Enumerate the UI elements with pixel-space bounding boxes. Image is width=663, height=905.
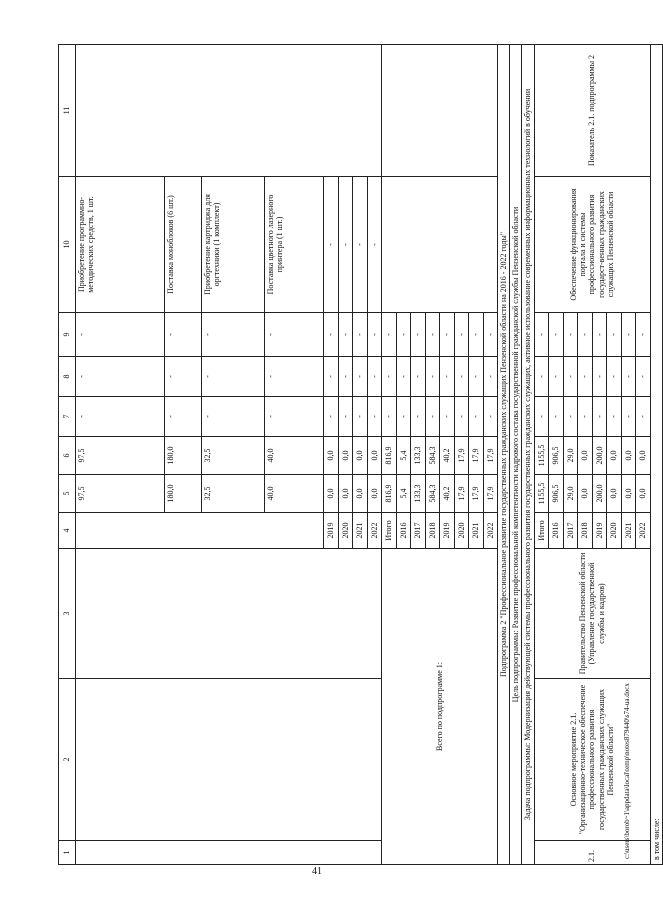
- value-cell: -: [353, 313, 368, 357]
- total-value-cell: 17,9: [469, 475, 484, 513]
- table-row: [510, 45, 522, 865]
- subprogram-goal: Цель подпрограммы: Развитие профессиональной компетентности кадрового состава государственной гражданской службы Пензенской области: [510, 45, 522, 865]
- value-cell: 17,9: [469, 437, 484, 475]
- total-value-cell: 29,0: [563, 475, 578, 513]
- year-cell: 2019: [324, 513, 339, 549]
- value-cell: -: [425, 313, 440, 357]
- value-cell: -: [469, 313, 484, 357]
- value-cell: 1155,5: [534, 437, 549, 475]
- value-cell: -: [382, 357, 397, 397]
- value-cell: -: [636, 313, 651, 357]
- value-cell: -: [440, 313, 455, 357]
- total-value-cell: 0,0: [578, 475, 593, 513]
- value-cell: -: [324, 397, 339, 437]
- value-cell: -: [425, 397, 440, 437]
- year-cell: 2022: [483, 513, 498, 549]
- value-cell: 97,5: [76, 437, 165, 475]
- value-cell: -: [592, 397, 607, 437]
- total-value-cell: 133,3: [411, 475, 426, 513]
- subprogram2-title: Подпрограмма 2 "Профессиональное развитие государственных гражданских служащих Пензенской области на 2016 - 2022 годы": [498, 45, 510, 865]
- value-cell: 40,0: [265, 437, 324, 475]
- value-cell: -: [534, 313, 549, 357]
- value-cell: -: [425, 357, 440, 397]
- event-name-cell: Основное мероприятие 2.1. "Организационно-техническое обеспечение профессионального развития государственных гражданских служащих Пензенской области": [534, 679, 650, 841]
- year-cell: 2018: [578, 513, 593, 549]
- value-cell: 0,0: [621, 437, 636, 475]
- value-cell: -: [563, 397, 578, 437]
- value-cell: -: [76, 313, 165, 357]
- value-cell: -: [367, 397, 382, 437]
- description-cell: -: [353, 177, 368, 313]
- value-cell: -: [454, 313, 469, 357]
- value-cell: -: [549, 313, 564, 357]
- value-cell: -: [367, 357, 382, 397]
- year-cell: 2020: [607, 513, 622, 549]
- value-cell: -: [578, 357, 593, 397]
- year-cell: 2020: [454, 513, 469, 549]
- value-cell: -: [396, 357, 411, 397]
- value-cell: -: [454, 397, 469, 437]
- value-cell: 133,3: [411, 437, 426, 475]
- value-cell: -: [578, 313, 593, 357]
- value-cell: -: [549, 397, 564, 437]
- year-cell: 2021: [469, 513, 484, 549]
- indicator-cell: [382, 45, 498, 177]
- year-cell: 2016: [549, 513, 564, 549]
- table-row: [522, 45, 534, 865]
- value-cell: 17,9: [454, 437, 469, 475]
- column-header: 5: [59, 475, 76, 513]
- total-value-cell: 0,0: [367, 475, 382, 513]
- year-cell: 2021: [353, 513, 368, 549]
- column-header: 10: [59, 177, 76, 313]
- year-cell: [76, 513, 324, 549]
- total-value-cell: 0,0: [324, 475, 339, 513]
- value-cell: -: [549, 357, 564, 397]
- description-cell: Обеспечение функционирования портала и системы профессионального развития государст-венных гражданских служащих Пензенской области: [534, 177, 650, 313]
- in-total-label: в том числе:: [650, 45, 662, 865]
- year-cell: 2019: [440, 513, 455, 549]
- description-cell: -: [324, 177, 339, 313]
- file-path-footer: c:\users\borob~1\appdata\local\temp\notes879440\s74-ua.docx: [623, 683, 631, 859]
- column-header: 2: [59, 679, 76, 841]
- value-cell: 17,9: [483, 437, 498, 475]
- total-value-cell: 32,5: [202, 475, 265, 513]
- year-cell: 2022: [636, 513, 651, 549]
- column-header: 9: [59, 313, 76, 357]
- year-cell: 2019: [592, 513, 607, 549]
- value-cell: 0,0: [338, 437, 353, 475]
- year-cell: 2017: [411, 513, 426, 549]
- year-cell: 2022: [367, 513, 382, 549]
- total-value-cell: 0,0: [607, 475, 622, 513]
- total-value-cell: 200,0: [592, 475, 607, 513]
- value-cell: -: [563, 357, 578, 397]
- year-cell: 2018: [425, 513, 440, 549]
- executor-cell: [76, 549, 382, 679]
- year-cell: 2020: [338, 513, 353, 549]
- description-cell: Приобретение картриджа для оргтехники (1 комплект): [202, 177, 265, 313]
- table-row: [59, 45, 76, 865]
- value-cell: -: [636, 397, 651, 437]
- value-cell: -: [165, 313, 202, 357]
- year-cell: 2021: [621, 513, 636, 549]
- value-cell: -: [534, 397, 549, 437]
- value-cell: 40,2: [440, 437, 455, 475]
- value-cell: 200,0: [592, 437, 607, 475]
- description-cell: -: [338, 177, 353, 313]
- value-cell: -: [338, 313, 353, 357]
- row-number-cell: 2.1.: [534, 841, 650, 865]
- description-cell: Поставка цветного лазерного принтера (1 шт.): [265, 177, 324, 313]
- value-cell: 0,0: [607, 437, 622, 475]
- value-cell: 180,0: [165, 437, 202, 475]
- value-cell: 906,5: [549, 437, 564, 475]
- column-header: 6: [59, 437, 76, 475]
- value-cell: 816,9: [382, 437, 397, 475]
- value-cell: -: [338, 357, 353, 397]
- value-cell: 0,0: [578, 437, 593, 475]
- value-cell: -: [607, 357, 622, 397]
- year-cell: Итого: [534, 513, 549, 549]
- page-number: 41: [312, 866, 322, 877]
- year-cell: 2017: [563, 513, 578, 549]
- value-cell: -: [202, 357, 265, 397]
- value-cell: -: [483, 397, 498, 437]
- value-cell: -: [592, 357, 607, 397]
- value-cell: 0,0: [367, 437, 382, 475]
- value-cell: -: [165, 397, 202, 437]
- total-value-cell: 17,9: [454, 475, 469, 513]
- total-value-cell: 40,2: [440, 475, 455, 513]
- value-cell: -: [76, 397, 165, 437]
- value-cell: -: [607, 313, 622, 357]
- value-cell: -: [440, 397, 455, 437]
- value-cell: -: [440, 357, 455, 397]
- description-cell: Приобретение программно-методических средств, 1 шт.: [76, 177, 165, 313]
- value-cell: -: [324, 313, 339, 357]
- value-cell: -: [382, 313, 397, 357]
- total-value-cell: 816,9: [382, 475, 397, 513]
- year-cell: 2016: [396, 513, 411, 549]
- value-cell: -: [396, 397, 411, 437]
- value-cell: -: [636, 357, 651, 397]
- total-value-cell: 1155,5: [534, 475, 549, 513]
- table-row: [498, 45, 510, 865]
- description-cell: Поставка моноблоков (6 шт.): [165, 177, 202, 313]
- value-cell: -: [76, 357, 165, 397]
- column-header: 1: [59, 841, 76, 865]
- value-cell: -: [165, 357, 202, 397]
- value-cell: 0,0: [353, 437, 368, 475]
- total-value-cell: 0,0: [338, 475, 353, 513]
- value-cell: 29,0: [563, 437, 578, 475]
- total-value-cell: 97,5: [76, 475, 165, 513]
- value-cell: -: [483, 313, 498, 357]
- value-cell: -: [411, 397, 426, 437]
- value-cell: -: [265, 313, 324, 357]
- total-value-cell: 5,4: [396, 475, 411, 513]
- year-cell: Итого: [382, 513, 397, 549]
- value-cell: 5,4: [396, 437, 411, 475]
- description-cell: [382, 177, 498, 313]
- row-number-cell: [76, 841, 382, 865]
- indicator-cell: [76, 45, 382, 177]
- value-cell: -: [534, 357, 549, 397]
- value-cell: -: [202, 313, 265, 357]
- value-cell: -: [367, 313, 382, 357]
- total-value-cell: 180,0: [165, 475, 202, 513]
- value-cell: -: [621, 397, 636, 437]
- value-cell: -: [265, 397, 324, 437]
- column-header: 3: [59, 549, 76, 679]
- value-cell: -: [382, 397, 397, 437]
- budget-table: [58, 44, 663, 865]
- value-cell: -: [469, 357, 484, 397]
- table-row: [650, 45, 662, 865]
- value-cell: -: [454, 357, 469, 397]
- description-cell: -: [367, 177, 382, 313]
- total-value-cell: 0,0: [636, 475, 651, 513]
- value-cell: -: [324, 357, 339, 397]
- value-cell: -: [353, 397, 368, 437]
- total-value-cell: 40,0: [265, 475, 324, 513]
- value-cell: -: [578, 397, 593, 437]
- column-header: 8: [59, 357, 76, 397]
- column-header: 11: [59, 45, 76, 177]
- table-row: [76, 45, 165, 865]
- value-cell: -: [338, 397, 353, 437]
- table-body: [59, 45, 663, 865]
- value-cell: 32,5: [202, 437, 265, 475]
- value-cell: -: [483, 357, 498, 397]
- event-name-cell: [76, 679, 382, 841]
- value-cell: -: [353, 357, 368, 397]
- value-cell: -: [411, 357, 426, 397]
- value-cell: 584,3: [425, 437, 440, 475]
- value-cell: -: [396, 313, 411, 357]
- executor-cell: Правительство Пензенской области (Управление государственной службы и кадров): [534, 549, 650, 679]
- value-cell: -: [411, 313, 426, 357]
- value-cell: -: [607, 397, 622, 437]
- subprogram-task: Задача подпрограммы: Модернизация действующей системы профессионального развития государственных гражданских служащих, активное использование современных информационных технологий в обучении: [522, 45, 534, 865]
- value-cell: -: [621, 313, 636, 357]
- value-cell: -: [592, 313, 607, 357]
- table-row: [534, 45, 549, 865]
- value-cell: -: [469, 397, 484, 437]
- total-value-cell: 584,3: [425, 475, 440, 513]
- total-value-cell: 0,0: [621, 475, 636, 513]
- indicator-cell: Показатель 2.1. подпрограммы 2: [534, 45, 650, 177]
- total-value-cell: 0,0: [353, 475, 368, 513]
- total-value-cell: 906,5: [549, 475, 564, 513]
- value-cell: 0,0: [636, 437, 651, 475]
- total-value-cell: 17,9: [483, 475, 498, 513]
- column-header: 7: [59, 397, 76, 437]
- value-cell: -: [202, 397, 265, 437]
- table-row: [382, 45, 397, 865]
- column-header: 4: [59, 513, 76, 549]
- subprogram1-total-label: Всего по подпрограмме 1:: [382, 549, 498, 865]
- value-cell: 0,0: [324, 437, 339, 475]
- value-cell: -: [563, 313, 578, 357]
- value-cell: -: [621, 357, 636, 397]
- value-cell: -: [265, 357, 324, 397]
